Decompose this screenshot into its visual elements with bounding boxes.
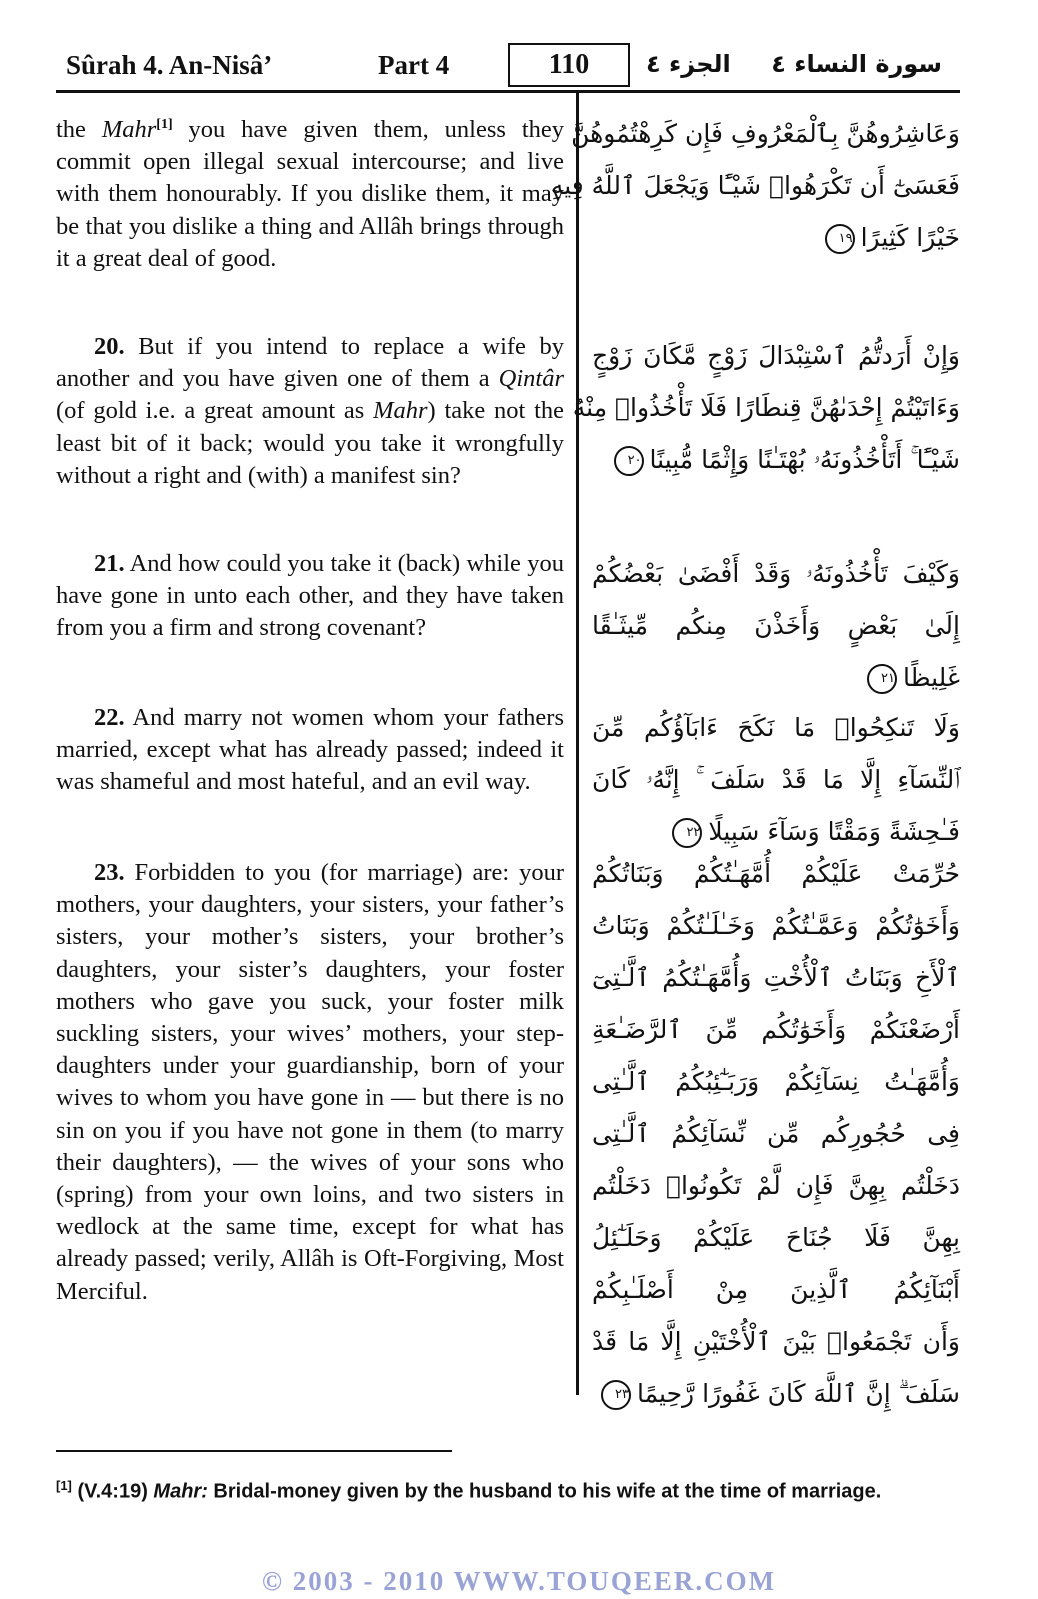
arabic-line-text: فَـٰحِشَةً وَمَقْتًا وَسَآءَ سَبِيلًا — [708, 817, 960, 846]
verse-19-translation — [56, 114, 564, 275]
verse-23-text: Forbidden to you (for marriage) are: your mothers, your daughters, your sisters, your father’s sisters, your mother’s sisters, your brother’s daughters, your sister’s daughters, your foster mothers who gave you suck, your foster milk suckling sisters, your wives’ mothers, your step-daughters under your guardianship, born of your wives to whom you have gone in — but there is no sin on you if you have not gone in them (to marry their daughters), — the wives of your sons who (spring) from your own loins, and two sisters in wedlock at the same time, except for what has already passed; verily, Allâh is Oft-Forgiving, Most Merciful. — [56, 859, 564, 1305]
verse-23-number: 23. — [94, 859, 125, 886]
arabic-line: ٱلْأَخِ وَبَنَاتُ ٱلْأُخْتِ وَأُمَّهَـٰتُكُمُ ٱلَّـٰتِىٓ — [592, 963, 960, 992]
verse-19-text: you have given them, unless they commit open illegal sexual intercourse; and live with them honourably. If you dislike them, it may be that you dislike a thing and Allâh brings through it a great deal of good. — [56, 116, 564, 272]
verse-19-text-start: the — [56, 116, 102, 143]
arabic-line: بِهِنَّ فَلَا جُنَاحَ عَلَيْكُمْ وَحَلَـٰٓئِلُ — [592, 1223, 960, 1252]
footnote-number: [1] — [56, 1478, 72, 1493]
copyright-watermark: © 2003 - 2010 WWW.TOUQEER.COM — [261, 1566, 777, 1596]
term-qintar: Qintâr — [498, 365, 564, 393]
arabic-line: وَكَيْفَ تَأْخُذُونَهُۥ وَقَدْ أَفْضَىٰ بَعْضُكُمْ — [592, 559, 960, 588]
arabic-line-text: غَلِيظًا — [902, 663, 960, 692]
verse-22-translation — [56, 702, 564, 799]
part-label-english: Part 4 — [378, 50, 450, 80]
footnote-text: Bridal-money given by the husband to his wife at the time of marriage. — [207, 1480, 882, 1503]
column-divider — [576, 93, 579, 1395]
arabic-line — [592, 652, 960, 704]
arabic-line-text: شَيْـًٔا ۚ أَتَأْخُذُونَهُۥ بُهْتَـٰنًا وَإِثْمًا مُّبِينًا — [649, 445, 960, 474]
arabic-line: وَلَا تَنكِحُوا۟ مَا نَكَحَ ءَابَآؤُكُم مِّنَ — [592, 713, 960, 742]
footnote-reference: (V.4:19) — [71, 1480, 154, 1503]
verse-22-text: And marry not women whom your fathers married, except what has already passed; indeed it was shameful and most hateful, and an evil way. — [56, 704, 564, 796]
verse-19-arabic — [550, 108, 960, 264]
ayah-number-marker: ١٩ — [825, 224, 855, 254]
ayah-number-marker: ٢١ — [867, 664, 897, 694]
term-mahr: Mahr — [101, 116, 157, 143]
header-rule — [56, 90, 960, 93]
verse-20-number: 20. — [94, 333, 125, 360]
ayah-number-marker: ٢٣ — [601, 1380, 631, 1410]
page-number: 110 — [508, 43, 630, 87]
arabic-line: ٱلنِّسَآءِ إِلَّا مَا قَدْ سَلَفَ ۚ إِنَّهُۥ كَانَ — [592, 765, 960, 794]
arabic-line: أَرْضَعْنَكُمْ وَأَخَوَٰتُكُم مِّنَ ٱلرَّضَـٰعَةِ — [592, 1015, 960, 1044]
arabic-line: إِلَىٰ بَعْضٍ وَأَخَذْنَ مِنكُم مِّيثَـٰقًا — [592, 611, 960, 640]
arabic-line: وَإِنْ أَرَدتُّمُ ٱسْتِبْدَالَ زَوْجٍ مَّكَانَ زَوْجٍ — [592, 341, 960, 370]
page-header — [56, 40, 960, 88]
juz-label-arabic: الجزء ٤ — [646, 50, 731, 78]
verse-20-translation — [56, 331, 564, 492]
verse-22-number: 22. — [94, 704, 125, 731]
arabic-line-text: سَلَفَ ۗ إِنَّ ٱللَّهَ كَانَ غَفُورًا رَّحِيمًا — [636, 1379, 960, 1408]
surah-title-arabic: سورة النساء ٤ — [771, 50, 942, 78]
footnote-rule — [56, 1450, 452, 1452]
verse-21-number: 21. — [94, 550, 125, 577]
verse-22-arabic — [592, 702, 960, 858]
arabic-line: وَأَن تَجْمَعُوا۟ بَيْنَ ٱلْأُخْتَيْنِ إِلَّا مَا قَدْ — [592, 1327, 960, 1356]
arabic-line: فِى حُجُورِكُم مِّن نِّسَآئِكُمُ ٱلَّـٰتِى — [592, 1119, 960, 1148]
verse-20-text-b: (of gold i.e. a great amount as — [56, 397, 374, 425]
verse-20-arabic — [572, 330, 960, 486]
arabic-line: وَأَخَوَٰتُكُمْ وَعَمَّـٰتُكُمْ وَخَـٰلَـٰتُكُمْ وَبَنَاتُ — [592, 911, 960, 940]
surah-title-english: Sûrah 4. An-Nisâ’ — [66, 50, 273, 80]
verse-21-translation — [56, 548, 564, 645]
verse-23-arabic — [592, 848, 960, 1420]
arabic-line: وَأُمَّهَـٰتُ نِسَآئِكُمْ وَرَبَـٰٓئِبُكُمُ ٱلَّـٰتِى — [592, 1067, 960, 1096]
verse-20-text-c: ) take not the least bit of it back; would you take it wrongfully without a right and (with) a manifest sin? — [56, 397, 564, 489]
arabic-line — [592, 212, 960, 264]
arabic-line: وَعَاشِرُوهُنَّ بِٱلْمَعْرُوفِ فَإِن كَرِهْتُمُوهُنَّ — [571, 119, 960, 148]
arabic-line — [592, 434, 960, 486]
arabic-line: دَخَلْتُم بِهِنَّ فَإِن لَّمْ تَكُونُوا۟ دَخَلْتُم — [592, 1171, 960, 1200]
verse-21-arabic — [592, 548, 960, 704]
arabic-line: حُرِّمَتْ عَلَيْكُمْ أُمَّهَـٰتُكُمْ وَبَنَاتُكُمْ — [592, 859, 960, 888]
ayah-number-marker: ٢٢ — [672, 818, 702, 848]
verse-21-text: And how could you take it (back) while you have gone in unto each other, and they have taken from you a firm and strong covenant? — [56, 550, 564, 642]
arabic-line — [592, 1368, 960, 1420]
footnote — [56, 1478, 960, 1504]
term-mahr-2: Mahr — [373, 397, 428, 425]
footnote-term: Mahr: — [153, 1480, 208, 1503]
verse-23-translation — [56, 857, 564, 1308]
arabic-line: أَبْنَآئِكُمُ ٱلَّذِينَ مِنْ أَصْلَـٰبِكُمْ — [592, 1275, 960, 1304]
verse-20-text-a: But if you intend to replace a wife by another and you have given one of them a — [56, 333, 564, 393]
arabic-line: وَءَاتَيْتُمْ إِحْدَىٰهُنَّ قِنطَارًا فَلَا تَأْخُذُوا۟ مِنْهُ — [572, 393, 960, 422]
arabic-line: فَعَسَىٰٓ أَن تَكْرَهُوا۟ شَيْـًٔا وَيَجْعَلَ ٱللَّهُ فِيهِ — [550, 171, 960, 200]
ayah-number-marker: ٢٠ — [614, 446, 644, 476]
footnote-marker: [1] — [156, 116, 173, 132]
arabic-line-text: خَيْرًا كَثِيرًا — [860, 223, 960, 252]
